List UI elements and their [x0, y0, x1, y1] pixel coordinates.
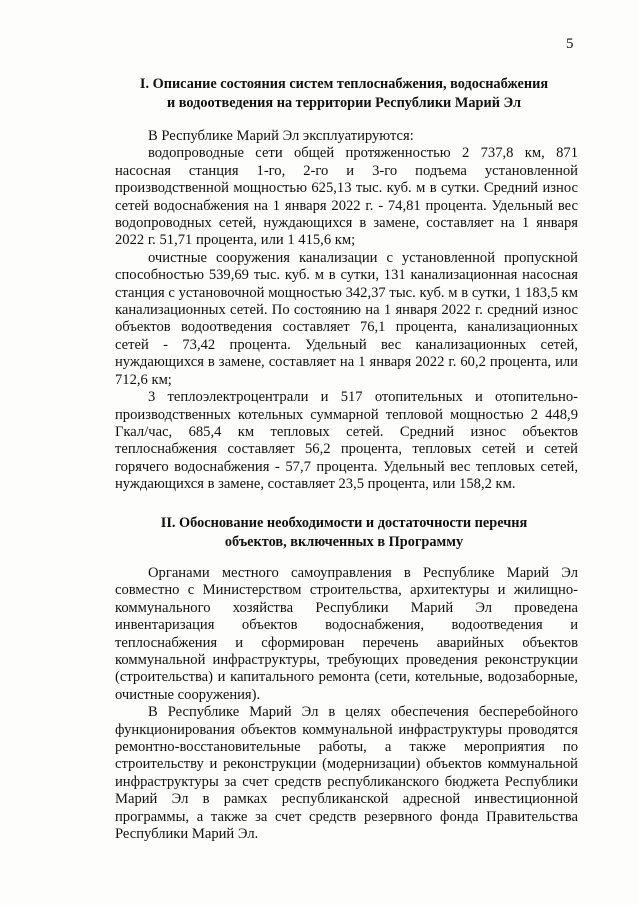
section-1-heading-line: и водоотведения на территории Республики Марий Эл — [166, 95, 522, 111]
section-1-heading — [112, 75, 576, 113]
section-1-paragraph: водопроводные сети общей протяженностью 2 737,8 км, 871 насосная станция 1-го, 2-го и 3-го подъема установленной производственной мощностью 625,13 тыс. куб. м в сутки. Средний износ сетей водоснабжения на 1 января 2022 г. - 74,81 процента. Удельный вес водопроводных сетей, нуждающихся в замене, составляет на 1 января 2022 г. 51,71 процента, или 1 415,6 км; — [115, 145, 578, 249]
section-1-paragraph: очистные сооружения канализации с установленной пропускной способностью 539,69 тыс. куб. м в сутки, 131 канализационная насосная станция с установочной мощностью 342,37 тыс. куб. м в сутки, 1 183,5 км канализационных сетей. По состоянию на 1 января 2022 г. средний износ объектов водоотведения составляет 76,1 процента, канализационных сетей - 73,42 процента. Удельный вес канализационных сетей, нуждающихся в замене, составляет на 1 января 2022 г. 60,2 процента, или 712,6 км; — [115, 249, 578, 388]
section-2-body — [115, 565, 578, 844]
section-1-paragraph: 3 теплоэлектроцентрали и 517 отопительных и отопительно-производственных котельных суммарной тепловой мощностью 2 448,9 Гкал/час, 685,4 км тепловых сетей. Средний износ объектов теплоснабжения составляет 56,2 процента, тепловых сетей и сетей горячего водоснабжения - 57,7 процента. Удельный вес тепловых сетей, нуждающихся в замене, составляет 23,5 процента, или 158,2 км. — [115, 389, 578, 493]
section-1-paragraph: В Республике Марий Эл эксплуатируются: — [148, 128, 414, 144]
section-2-paragraph: Органами местного самоуправления в Республике Марий Эл совместно с Министерством строительства, архитектуры и жилищно-коммунального хозяйства Республики Марий Эл проведена инвентаризация объектов водоснабжения, водоотведения и теплоснабжения и сформирован перечень аварийных объектов коммунальной инфраструктуры, требующих проведения реконструкции (строительства) и капитального ремонта (сети, котельные, водозаборные, очистные сооружения). — [115, 565, 578, 703]
section-2-heading — [112, 514, 576, 552]
page-number: 5 — [566, 36, 574, 52]
section-1-body — [115, 128, 578, 494]
section-2-heading-line: II. Обоснование необходимости и достаточности перечня — [160, 515, 528, 531]
section-1-heading-line: I. Описание состояния систем теплоснабжения, водоснабжения — [139, 76, 549, 92]
section-2-heading-line: объектов, включенных в Программу — [224, 534, 464, 550]
section-2-paragraph: В Республике Марий Эл в целях обеспечения бесперебойного функционирования объектов коммунальной инфраструктуры проводятся ремонтно-восстановительные работы, а также мероприятия по строительству и реконструкции (модернизации) объектов коммунальной инфраструктуры за счет средств республиканского бюджета Республики Марий Эл в рамках республиканской адресной инвестиционной программы, а также за счет средств резервного фонда Правительства Республики Марий Эл. — [115, 704, 578, 843]
